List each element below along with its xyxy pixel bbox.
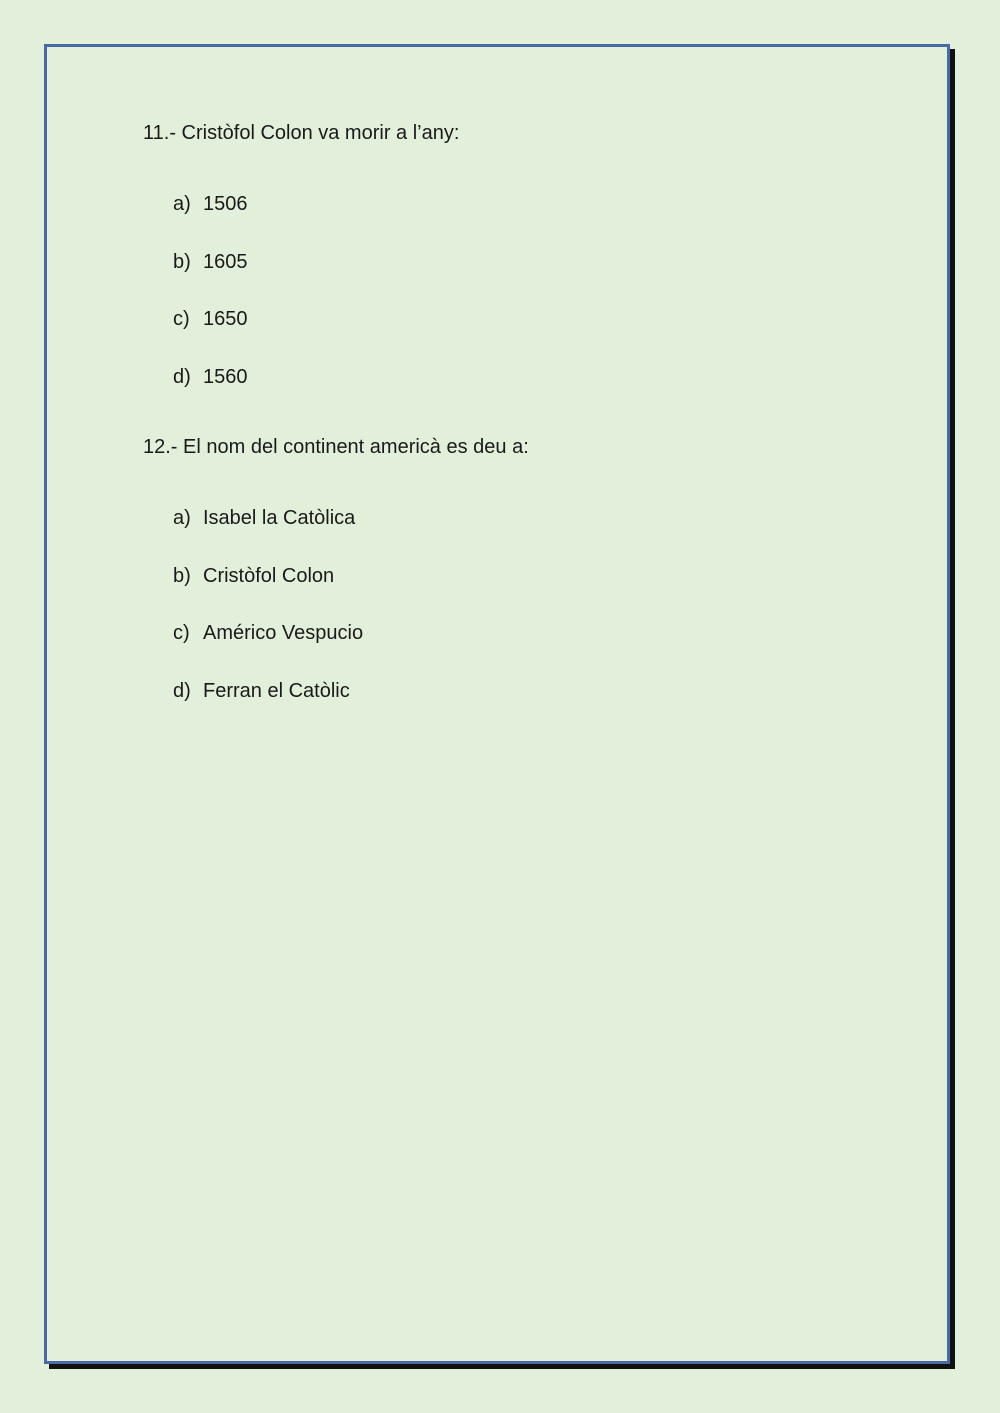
option-letter: d) [173, 680, 191, 703]
question-12-option-d[interactable] [173, 679, 363, 703]
option-text: Ferran el Catòlic [203, 680, 350, 703]
option-text: Isabel la Catòlica [203, 507, 356, 529]
option-text: Cristòfol Colon [203, 564, 335, 587]
question-12-option-c[interactable] [173, 621, 363, 645]
question-12: 12.- El nom del continent americà es deu a: [143, 436, 529, 458]
option-letter: c) [173, 308, 190, 331]
option-text: 1605 [203, 250, 248, 273]
option-letter: b) [173, 250, 191, 273]
question-11-option-c[interactable] [173, 307, 248, 331]
option-letter: d) [173, 366, 191, 389]
option-text: 1506 [203, 193, 248, 215]
question-11-option-a[interactable] [173, 192, 248, 216]
question-12-option-a[interactable] [173, 506, 363, 530]
option-letter: a) [173, 193, 191, 215]
question-12-options [173, 506, 363, 737]
option-text: 1650 [203, 308, 248, 331]
option-letter: c) [173, 622, 190, 645]
question-12-option-b[interactable] [173, 564, 363, 588]
question-11-options [173, 192, 248, 423]
question-11: 11.- Cristòfol Colon va morir a l’any: [143, 122, 460, 144]
question-11-option-b[interactable] [173, 250, 248, 274]
option-letter: a) [173, 507, 191, 529]
option-text: Américo Vespucio [203, 622, 364, 645]
option-text: 1560 [203, 366, 248, 389]
question-11-option-d[interactable] [173, 365, 248, 389]
option-letter: b) [173, 564, 191, 587]
